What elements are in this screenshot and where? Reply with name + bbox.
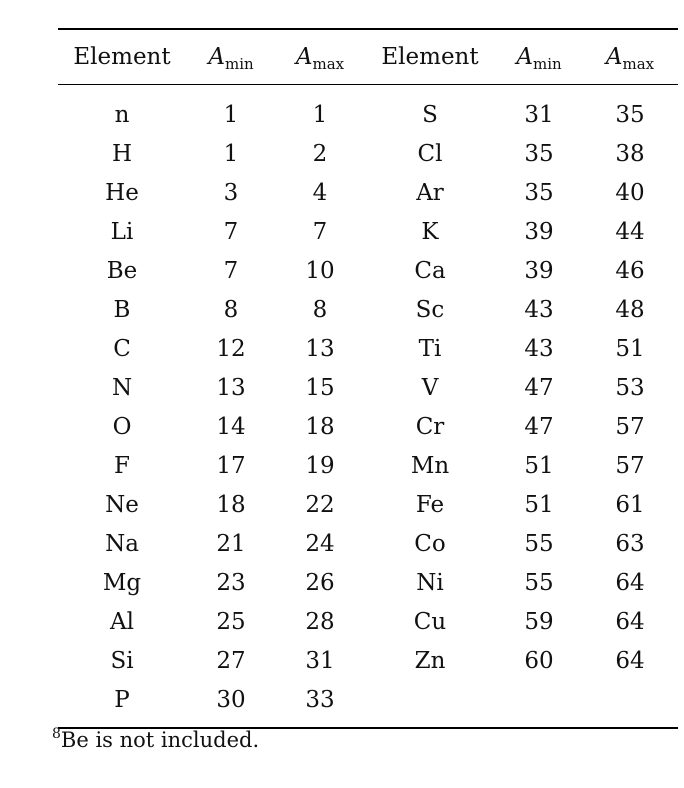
- element-cell-right: Co: [414, 530, 446, 557]
- element-cell-right: Ti: [418, 335, 442, 362]
- table-row: [58, 641, 678, 680]
- a-min-cell-left: 7: [223, 218, 239, 245]
- a-min-cell-left: 1: [223, 140, 239, 167]
- a-min-cell-right: 51: [524, 452, 554, 479]
- a-max-cell-right: 53: [615, 374, 645, 401]
- table-row: [58, 485, 678, 524]
- a-min-cell-left: 17: [216, 452, 246, 479]
- element-cell-right: Ca: [414, 257, 446, 284]
- element-cell-left: Ne: [105, 491, 139, 518]
- a-max-cell-right: 64: [615, 569, 645, 596]
- element-cell-left: He: [105, 179, 139, 206]
- a-max-cell-left: 31: [305, 647, 335, 674]
- table-row: [58, 85, 678, 134]
- element-cell-right: S: [422, 101, 438, 128]
- table-row: [58, 368, 678, 407]
- a-min-cell-left: 27: [216, 647, 246, 674]
- element-cell-left: B: [113, 296, 131, 323]
- element-cell-right: Cr: [415, 413, 445, 440]
- element-cell-right: Cl: [417, 140, 443, 167]
- table-row: [58, 407, 678, 446]
- a-min-cell-left: 30: [216, 686, 246, 713]
- a-max-cell-left: 24: [305, 530, 335, 557]
- element-cell-right: Mn: [410, 452, 450, 479]
- element-cell-left: P: [114, 686, 130, 713]
- a-min-cell-left: 12: [216, 335, 246, 362]
- header-amax-left: $A_{max}$: [295, 44, 345, 73]
- element-cell-left: Li: [110, 218, 134, 245]
- a-max-cell-right: 61: [615, 491, 645, 518]
- table-row: [58, 329, 678, 368]
- element-cell-left: N: [111, 374, 133, 401]
- table-row: [58, 524, 678, 563]
- a-min-cell-right: 59: [524, 608, 554, 635]
- a-min-cell-left: 18: [216, 491, 246, 518]
- a-max-cell-left: 13: [305, 335, 335, 362]
- a-max-cell-right: 48: [615, 296, 645, 323]
- element-cell-left: Be: [106, 257, 138, 284]
- a-min-cell-left: 23: [216, 569, 246, 596]
- a-max-cell-right: [582, 680, 678, 727]
- a-min-cell-right: 43: [524, 296, 554, 323]
- element-cell-right: [364, 680, 496, 727]
- table-header: [58, 30, 678, 85]
- a-max-cell-left: 2: [312, 140, 328, 167]
- element-cell-right: K: [421, 218, 439, 245]
- element-cell-left: n: [114, 101, 130, 128]
- a-max-cell-left: 28: [305, 608, 335, 635]
- a-min-cell-left: 21: [216, 530, 246, 557]
- table-row: [58, 290, 678, 329]
- a-min-cell-right: 47: [524, 374, 554, 401]
- a-min-cell-right: 35: [524, 179, 554, 206]
- a-max-cell-left: 4: [312, 179, 328, 206]
- a-min-cell-right: 55: [524, 569, 554, 596]
- a-max-cell-left: 33: [305, 686, 335, 713]
- header-amin-right: $A_{min}$: [516, 44, 562, 73]
- a-min-cell-right: 31: [524, 101, 554, 128]
- table-row: [58, 212, 678, 251]
- table-row: [58, 251, 678, 290]
- element-cell-left: F: [114, 452, 130, 479]
- element-cell-right: Ar: [416, 179, 444, 206]
- header-amax-right: $A_{max}$: [605, 44, 655, 73]
- a-min-cell-left: 7: [223, 257, 239, 284]
- a-min-cell-left: 14: [216, 413, 246, 440]
- table-row: [58, 173, 678, 212]
- a-max-cell-right: 38: [615, 140, 645, 167]
- element-cell-right: Cu: [413, 608, 447, 635]
- a-max-cell-left: 8: [312, 296, 328, 323]
- element-table-container: [58, 28, 678, 729]
- a-max-cell-left: 1: [312, 101, 328, 128]
- element-cell-left: Si: [110, 647, 134, 674]
- element-cell-left: C: [113, 335, 131, 362]
- element-cell-left: Na: [105, 530, 139, 557]
- a-min-cell-right: 35: [524, 140, 554, 167]
- header-element-right: Element: [381, 44, 479, 70]
- table-row: [58, 134, 678, 173]
- a-max-cell-left: 26: [305, 569, 335, 596]
- element-cell-right: V: [421, 374, 439, 401]
- a-max-cell-left: 18: [305, 413, 335, 440]
- a-min-cell-left: 1: [223, 101, 239, 128]
- a-min-cell-right: 43: [524, 335, 554, 362]
- table-row: [58, 563, 678, 602]
- element-cell-left: Al: [110, 608, 134, 635]
- a-max-cell-right: 46: [615, 257, 645, 284]
- a-min-cell-left: 25: [216, 608, 246, 635]
- a-min-cell-right: 47: [524, 413, 554, 440]
- a-min-cell-left: 13: [216, 374, 246, 401]
- a-min-cell-right: 39: [524, 218, 554, 245]
- a-min-cell-right: [496, 680, 582, 727]
- header-element-left: Element: [73, 44, 171, 70]
- a-min-cell-right: 60: [524, 647, 554, 674]
- a-max-cell-right: 64: [615, 647, 645, 674]
- a-min-cell-right: 51: [524, 491, 554, 518]
- a-min-cell-left: 3: [223, 179, 239, 206]
- a-min-cell-left: 8: [223, 296, 239, 323]
- footnote-mass-number: 8: [52, 726, 61, 742]
- table-footnote: [52, 728, 259, 752]
- a-max-cell-right: 40: [615, 179, 645, 206]
- table-row: [58, 602, 678, 641]
- a-max-cell-left: 22: [305, 491, 335, 518]
- a-min-cell-right: 39: [524, 257, 554, 284]
- a-max-cell-right: 51: [615, 335, 645, 362]
- a-max-cell-left: 19: [305, 452, 335, 479]
- footnote-text: Be is not included.: [60, 728, 260, 752]
- table-row: [58, 680, 678, 727]
- element-cell-right: Fe: [415, 491, 445, 518]
- element-cell-left: O: [112, 413, 132, 440]
- element-cell-right: Zn: [414, 647, 446, 674]
- table-row: [58, 446, 678, 485]
- element-mass-range-table: [58, 30, 678, 727]
- element-cell-left: Mg: [102, 569, 142, 596]
- table-body: [58, 85, 678, 727]
- a-min-cell-right: 55: [524, 530, 554, 557]
- a-max-cell-right: 44: [615, 218, 645, 245]
- a-max-cell-right: 57: [615, 452, 645, 479]
- element-cell-right: Ni: [416, 569, 444, 596]
- a-max-cell-left: 15: [305, 374, 335, 401]
- element-cell-left: H: [111, 140, 133, 167]
- header-amin-left: $A_{min}$: [208, 44, 254, 73]
- a-max-cell-right: 35: [615, 101, 645, 128]
- a-max-cell-right: 57: [615, 413, 645, 440]
- a-max-cell-right: 64: [615, 608, 645, 635]
- element-cell-right: Sc: [415, 296, 445, 323]
- a-max-cell-left: 10: [305, 257, 335, 284]
- a-max-cell-right: 63: [615, 530, 645, 557]
- a-max-cell-left: 7: [312, 218, 328, 245]
